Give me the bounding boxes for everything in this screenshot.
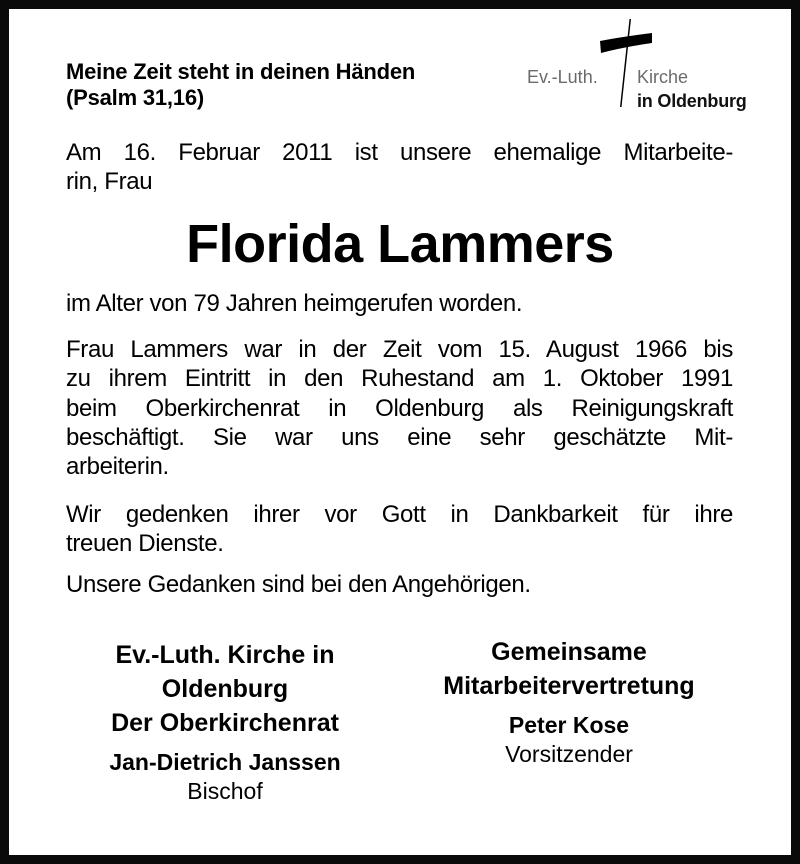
signature-staff-council [404, 635, 734, 769]
remembrance-paragraph [66, 500, 733, 559]
signatory-name: Jan-Dietrich Janssen [109, 749, 341, 775]
biography-line: beim Oberkirchenrat in Oldenburg als Reinigungskraft [66, 394, 733, 422]
remembrance-line: Wir gedenken ihrer vor Gott in Dankbarkeit für ihre [66, 501, 733, 528]
signature-org-line: Oldenburg [161, 675, 289, 703]
intro-line: Am 16. Februar 2011 ist unsere ehemalige Mitarbeite- [66, 139, 733, 166]
church-logo [520, 14, 780, 114]
signature-org-line: Mitarbeitervertretung [443, 672, 695, 700]
age-line: im Alter von 79 Jahren heimgerufen worden. [66, 290, 523, 317]
biography-paragraph [66, 335, 733, 481]
signatory-title: Vorsitzender [505, 741, 633, 767]
signature-org-line: Ev.-Luth. Kirche in [115, 641, 335, 669]
signature-church [60, 638, 390, 806]
intro-line: rin, Frau [66, 168, 153, 196]
biography-line: beschäftigt. Sie war uns eine sehr geschätzte Mit- [66, 423, 733, 451]
psalm-heading-line1: Meine Zeit steht in deinen Händen [66, 59, 416, 84]
psalm-heading [66, 59, 415, 111]
age-paragraph [66, 289, 733, 318]
biography-line: Frau Lammers war in der Zeit vom 15. August 1966 bis [66, 336, 733, 363]
deceased-name: Florida Lammers [186, 214, 614, 274]
logo-ev-luth-text: Ev.-Luth. [527, 67, 598, 87]
biography-line: arbeiterin. [66, 453, 169, 481]
psalm-reference: (Psalm 31,16) [66, 85, 205, 110]
remembrance-line: treuen Dienste. [66, 530, 224, 558]
condolence-line: Unsere Gedanken sind bei den Angehörigen. [66, 571, 531, 598]
logo-kirche-text: Kirche [637, 67, 689, 87]
signatory-name: Peter Kose [508, 712, 630, 738]
signatory-title: Bischof [187, 778, 263, 804]
condolence-paragraph [66, 570, 733, 599]
biography-line: zu ihrem Eintritt in den Ruhestand am 1. Oktober 1991 [66, 365, 733, 393]
signature-org-line: Gemeinsame [491, 638, 647, 666]
signature-org-line: Der Oberkirchenrat [111, 709, 339, 737]
logo-oldenburg-text: in Oldenburg [637, 91, 747, 111]
intro-paragraph [66, 138, 733, 197]
